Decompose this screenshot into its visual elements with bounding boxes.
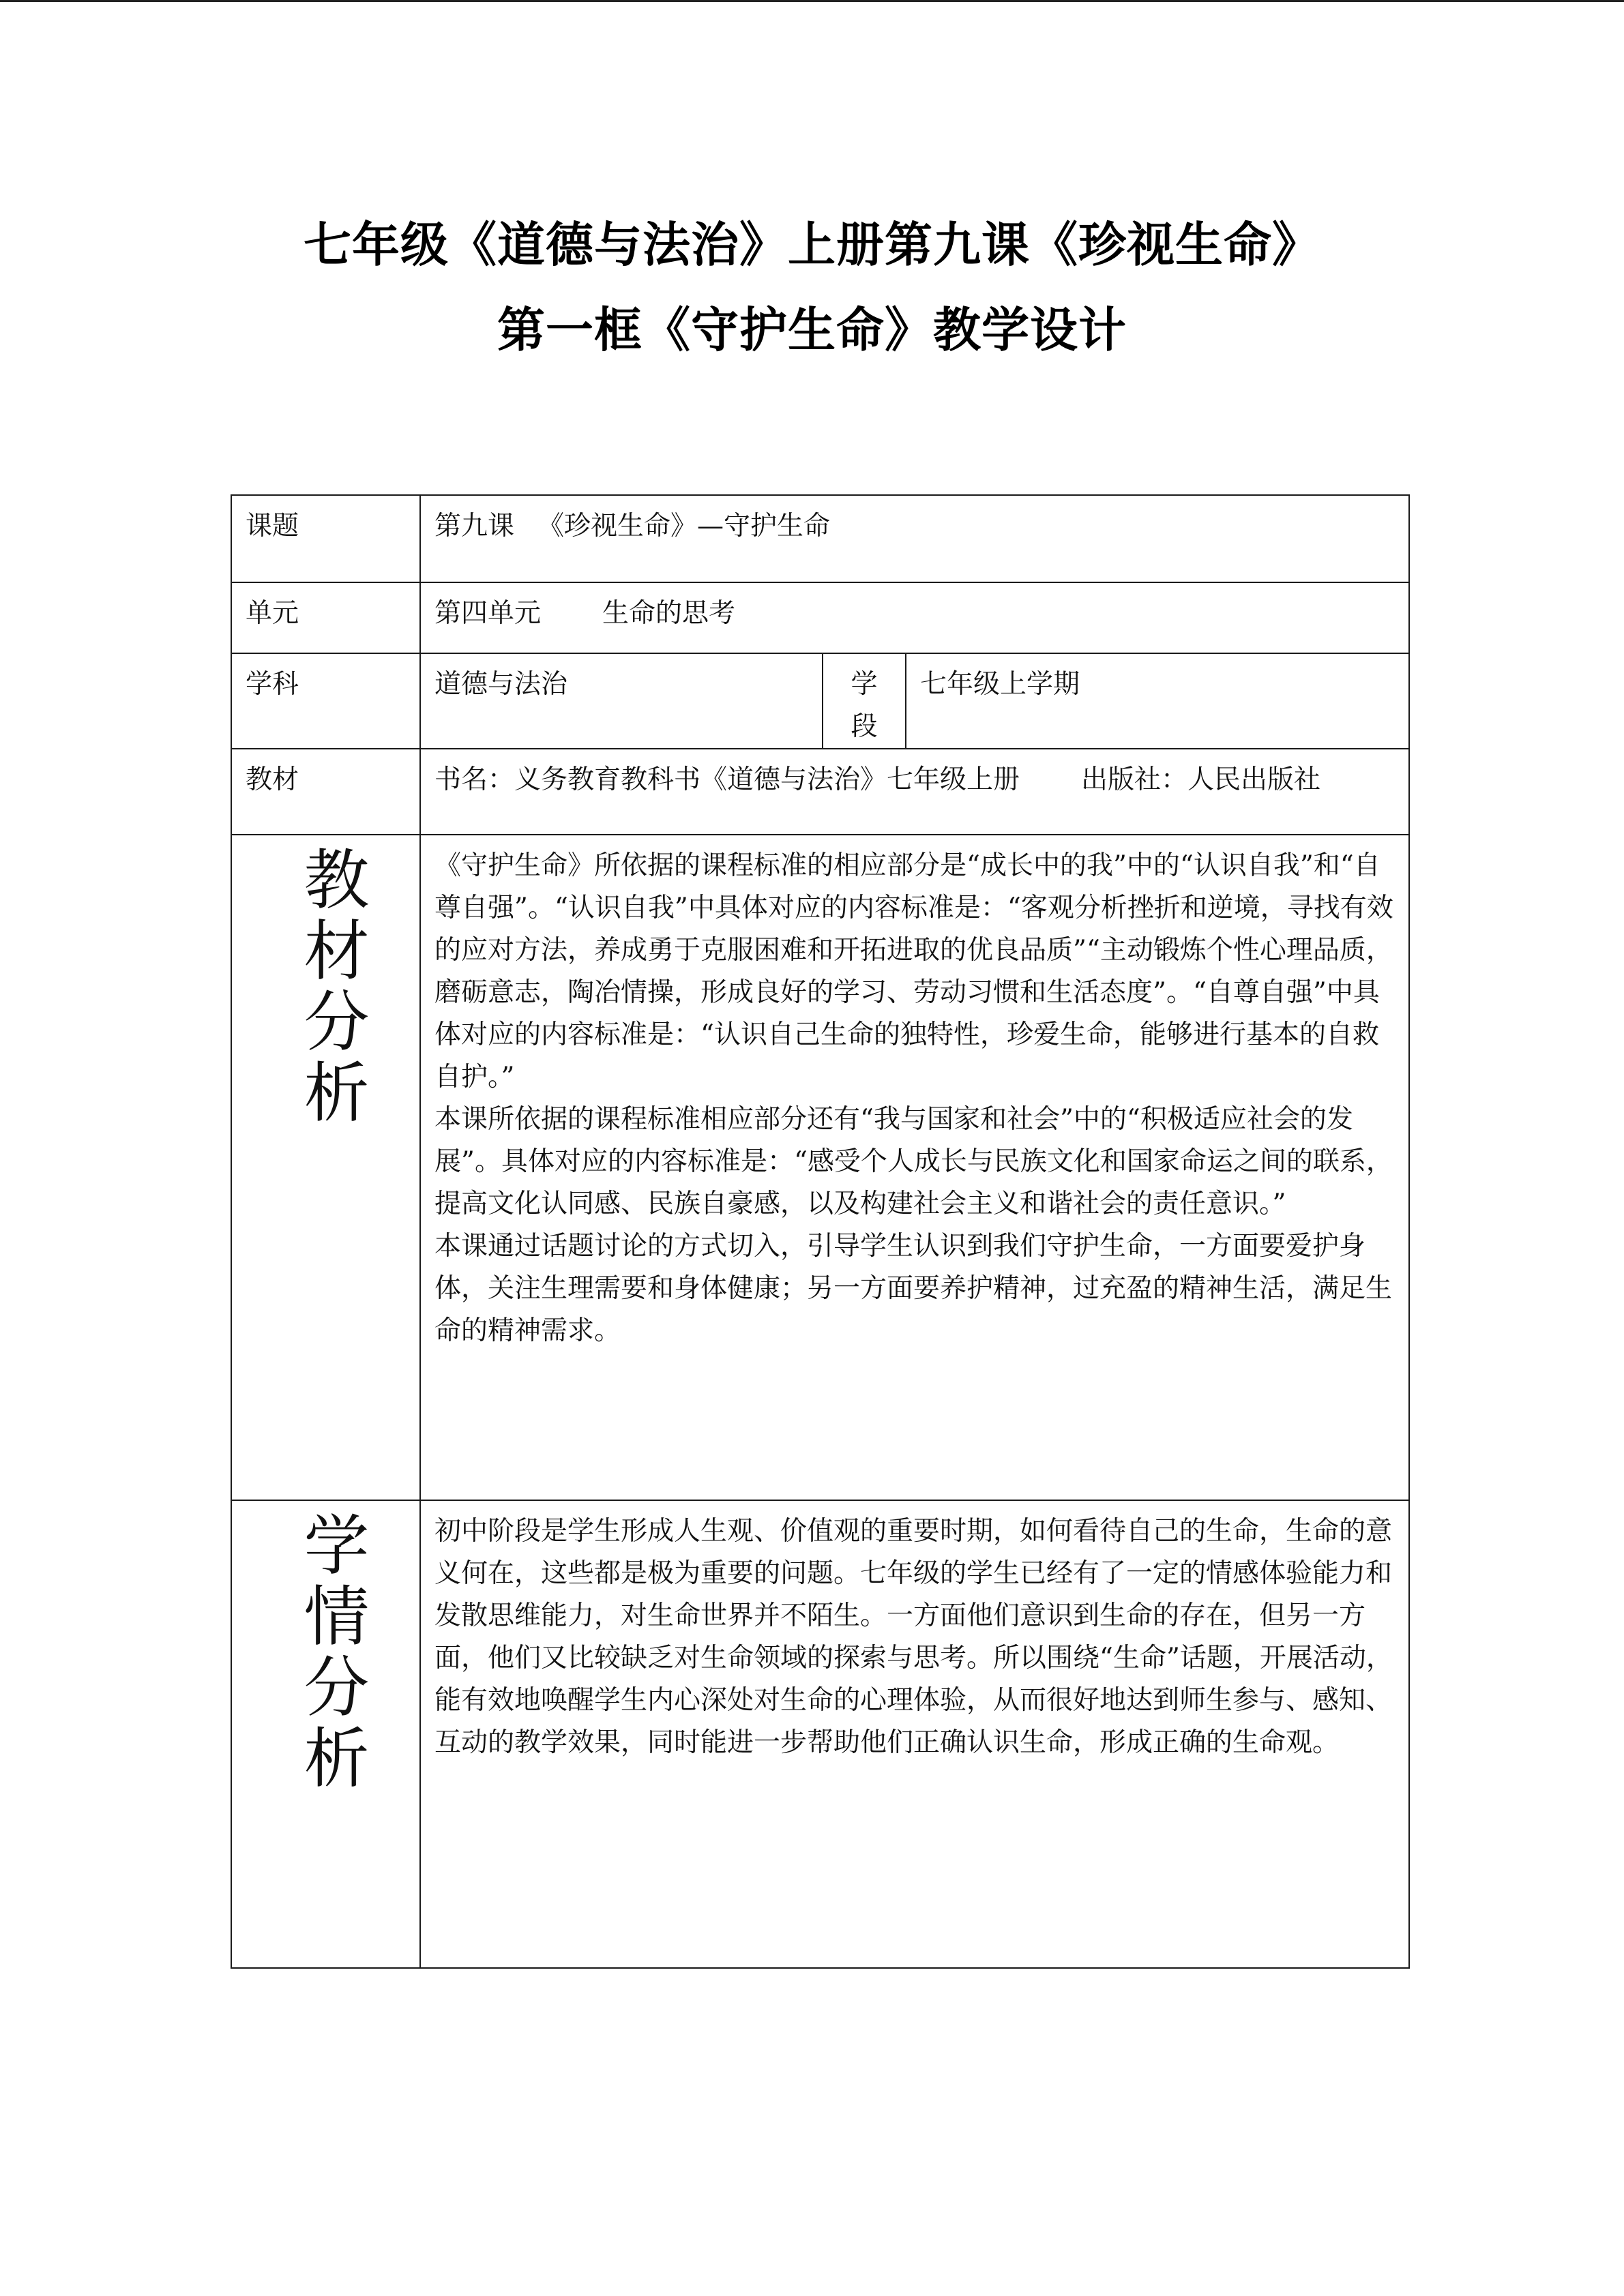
subject-value: 道德与法治 (420, 653, 823, 749)
stage-value: 七年级上学期 (906, 653, 1409, 749)
row-student-analysis (231, 1500, 1409, 1968)
document-title-line-2: 第一框《守护生命》教学设计 (497, 302, 1127, 358)
document-title-line-1: 七年级《道德与法治》上册第九课《珍视生命》 (304, 217, 1320, 273)
row-material-analysis (231, 835, 1409, 1500)
textbook-publisher: 出版社：人民出版社 (1081, 764, 1321, 795)
textbook-label: 教材 (231, 749, 420, 835)
material-analysis-paragraph-2: 本课所依据的课程标准相应部分还有“我与国家和社会”中的“积极适应社会的发展”。具体对应的内容标准是：“感受个人成长与民族文化和国家命运之间的联系，提高文化认同感、民族自豪感，以及构建社会主义和谐社会的责任意识。” (434, 1104, 1393, 1219)
student-analysis-content (420, 1500, 1409, 1968)
row-topic (231, 495, 1409, 582)
textbook-value (420, 749, 1409, 835)
row-unit (231, 582, 1409, 653)
material-analysis-paragraph-1: 《守护生命》所依据的课程标准的相应部分是“成长中的我”中的“认识自我”和“自尊自强”。“认识自我”中具体对应的内容标准是：“客观分析挫折和逆境，寻找有效的应对方法，养成勇于克服困难和开拓进取的优良品质”“主动锻炼个性心理品质，磨砺意志，陶冶情操，形成良好的学习、劳动习惯和生活态度”。“自尊自强”中具体对应的内容标准是：“认识自己生命的独特性，珍爱生命，能够进行基本的自救自护。” (434, 850, 1393, 1092)
topic-lesson: 第九课 (434, 511, 515, 541)
textbook-name: 书名：义务教育教科书《道德与法治》七年级上册 (434, 764, 1020, 795)
stage-label-cell (823, 653, 906, 749)
topic-name: 《珍视生命》—守护生命 (537, 511, 831, 541)
subject-label: 学科 (231, 653, 420, 749)
stage-label: 学段 (851, 669, 878, 742)
unit-name: 生命的思考 (602, 598, 736, 629)
topic-value (420, 495, 1409, 582)
row-textbook (231, 749, 1409, 835)
unit-value (420, 582, 1409, 653)
unit-number: 第四单元 (434, 598, 542, 629)
student-analysis-label-cell (231, 1500, 420, 1968)
student-analysis-label: 学情分析 (304, 1508, 370, 1797)
topic-label: 课题 (231, 495, 420, 582)
teaching-design-table (231, 494, 1410, 1969)
material-analysis-label-cell (231, 835, 420, 1500)
material-analysis-label: 教材分析 (304, 842, 370, 1131)
material-analysis-content (420, 835, 1409, 1500)
row-subject (231, 653, 1409, 749)
unit-label: 单元 (231, 582, 420, 653)
page-top-border (0, 0, 1624, 2)
material-analysis-paragraph-3: 本课通过话题讨论的方式切入，引导学生认识到我们守护生命，一方面要爱护身体，关注生理需要和身体健康；另一方面要养护精神，过充盈的精神生活，满足生命的精神需求。 (434, 1231, 1393, 1346)
student-analysis-paragraph: 初中阶段是学生形成人生观、价值观的重要时期，如何看待自己的生命，生命的意义何在，这些都是极为重要的问题。七年级的学生已经有了一定的情感体验能力和发散思维能力，对生命世界并不陌生。一方面他们意识到生命的存在，但另一方面，他们又比较缺乏对生命领域的探索与思考。所以围绕“生命”话题，开展活动，能有效地唤醒学生内心深处对生命的心理体验，从而很好地达到师生参与、感知、互动的教学效果，同时能进一步帮助他们正确认识生命，形成正确的生命观。 (434, 1516, 1393, 1758)
